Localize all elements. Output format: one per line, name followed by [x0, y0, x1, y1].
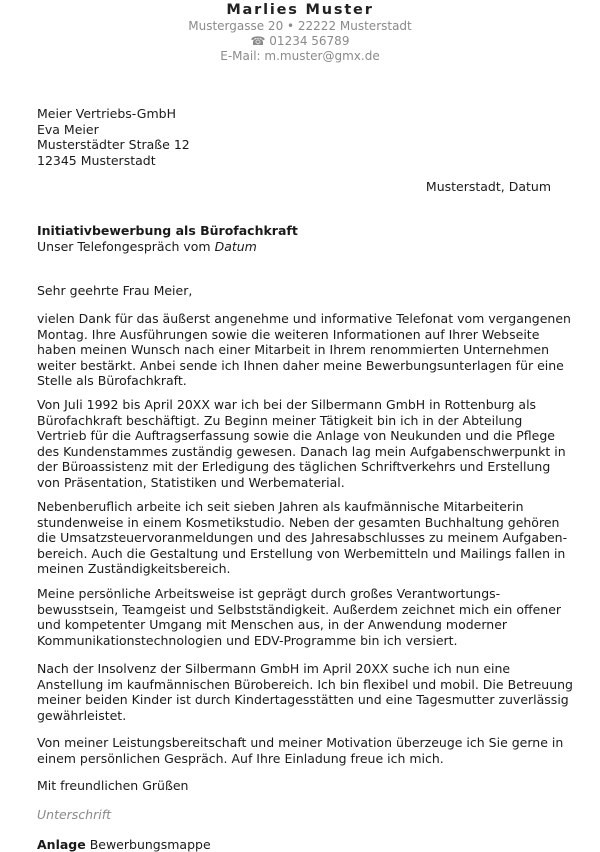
- greeting: Sehr geehrte Frau Meier,: [37, 283, 193, 298]
- subject-reference: [37, 239, 298, 255]
- paragraph-line: Nach der Insolvenz der Silbermann GmbH im April 20XX suche ich nun eine: [37, 661, 511, 676]
- paragraph-line: der Büroassistenz mit der Erledigung des täglichen Schriftverkehrs und Erstellung: [37, 459, 551, 474]
- paragraph-line: weiter bestärkt. Anbei sende ich Ihnen daher meine Bewerbungsunterlagen für eine: [37, 357, 564, 373]
- paragraph-line: Anstellung im kaufmännischen Bürobereich. Ich bin flexibel und mobil. Die Betreuung: [37, 676, 573, 692]
- paragraph-line: Von Juli 1992 bis April 20XX war ich bei der Silbermann GmbH in Rottenburg als: [37, 397, 537, 412]
- paragraph-line: meiner beiden Kinder ist durch Kindertagesstätten und eine Tagesmutter zuverlässig: [37, 692, 569, 707]
- body-paragraph: [37, 499, 567, 577]
- paragraph-line: haben meinen Wunsch nach einer Mitarbeit in Ihrem renommierten Unternehmen: [37, 342, 550, 357]
- paragraph-line: Stelle als Bürofachkraft.: [37, 373, 187, 388]
- attachment-label: Anlage: [37, 837, 86, 852]
- sender-address: Mustergasse 20 • 22222 Musterstadt: [188, 19, 412, 33]
- body-paragraph: [37, 735, 563, 766]
- paragraph-line: stundenweise in einem Kosmetikstudio. Neben der gesamten Buchhaltung gehören: [37, 514, 560, 530]
- sender-phone: ☎ 01234 56789: [250, 34, 350, 48]
- body-paragraph: [37, 311, 571, 389]
- paragraph-line: meinen Zuständigkeitsbereich.: [37, 561, 231, 576]
- paragraph-line: gewährleistet.: [37, 707, 127, 723]
- paragraph-line: Bürofachkraft beschäftigt. Zu Beginn meiner Tätigkeit bin ich in der Abteilung: [37, 412, 523, 428]
- signature-placeholder: Unterschrift: [37, 807, 112, 822]
- paragraph-line: einem persönlichen Gespräch. Auf Ihre Einladung freue ich mich.: [37, 750, 444, 766]
- sender-email: E-Mail: m.muster@gmx.de: [220, 49, 380, 63]
- recipient-company: Meier Vertriebs-GmbH: [37, 106, 176, 121]
- body-paragraph: [37, 586, 561, 648]
- paragraph-line: Meine persönliche Arbeitsweise ist geprägt durch großes Verantwortungs-: [37, 586, 501, 601]
- subject-reference-date: Datum: [214, 239, 257, 254]
- letter-header: [0, 2, 600, 64]
- body-paragraph: [37, 661, 573, 723]
- recipient-address: [37, 106, 190, 168]
- recipient-person: Eva Meier: [37, 121, 99, 137]
- body-paragraph: [37, 397, 566, 490]
- subject-reference-text: Unser Telefongespräch vom: [37, 239, 215, 254]
- subject-title: Initiativbewerbung als Bürofachkraft: [37, 223, 298, 238]
- paragraph-line: des Kundenstammes zuständig gewesen. Danach lag mein Aufgabenschwerpunkt in: [37, 443, 566, 459]
- paragraph-line: bereich. Auch die Gestaltung und Erstellung von Werbemitteln und Mailings fallen in: [37, 545, 566, 561]
- paragraph-line: und kompetenter Umgang mit Menschen aus, in der Anwendung moderner: [37, 617, 508, 632]
- paragraph-line: die Umsatzsteuervoranmeldungen und des Jahresabschlusses zu meinem Aufgaben-: [37, 530, 568, 545]
- sender-name: Marlies Muster: [226, 2, 374, 18]
- paragraph-line: Kommunikationstechnologien und EDV-Programme bin ich versiert.: [37, 632, 458, 648]
- recipient-street: Musterstädter Straße 12: [37, 137, 190, 152]
- recipient-city: 12345 Musterstadt: [37, 152, 156, 168]
- paragraph-line: Vertrieb für die Auftragserfassung sowie die Anlage von Neukunden und die Pflege: [37, 428, 555, 443]
- attachment-text: Bewerbungsmappe: [85, 837, 211, 852]
- closing: Mit freundlichen Grüßen: [37, 778, 189, 793]
- paragraph-line: Von meiner Leistungsbereitschaft und meiner Motivation überzeuge ich Sie gerne in: [37, 735, 564, 750]
- paragraph-line: von Präsentation, Statistiken und Werbematerial.: [37, 474, 345, 490]
- paragraph-line: Montag. Ihre Ausführungen sowie die weiteren Informationen auf Ihrer Webseite: [37, 326, 540, 342]
- date-line: Musterstadt, Datum: [425, 179, 551, 194]
- paragraph-line: vielen Dank für das äußerst angenehme und informative Telefonat vom vergangenen: [37, 311, 571, 326]
- paragraph-line: bewusstsein, Teamgeist und Selbstständigkeit. Außerdem zeichnet mich ein offener: [37, 601, 562, 617]
- subject-block: [37, 223, 298, 255]
- paragraph-line: Nebenberuflich arbeite ich seit sieben Jahren als kaufmännische Mitarbeiterin: [37, 499, 524, 514]
